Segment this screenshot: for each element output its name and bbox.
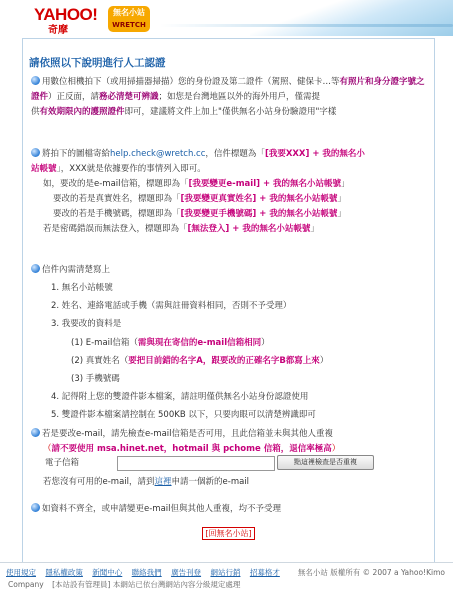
company-text: Company [8,580,44,589]
emphasis-text: 要把目前錯的名字A，跟要改的正確名字B都寫上來 [128,356,320,366]
text: ，信件標題為「 [205,149,265,159]
yahoo-logo[interactable]: YAHOO! [34,5,98,24]
footer-link-contact[interactable]: 聯絡我們 [131,568,162,577]
text: 」 [337,194,346,204]
text: ）正反面，請 [48,92,100,102]
bullet-icon [31,76,40,85]
header [0,0,453,36]
text: 」，XXX就是依據要作的事情列入即可。 [56,164,206,174]
text: 要改的若是真實姓名，標題即為「 [53,194,181,204]
text: (1) E-mail信箱（ [71,338,138,348]
header-swoosh [250,0,453,36]
emphasis-text: 請不要使用 msa.hinet.net，hotmail 與 pchome 信箱，退信率極高 [51,444,332,454]
text: 」 [337,209,346,219]
text: 要改的若是手機號碼，標題即為「 [53,209,181,219]
text: ） [261,338,270,348]
text: 如，要改的是e-mail信箱，標題即為「 [43,179,189,189]
section-email-check [31,427,426,457]
section-incomplete [31,502,426,517]
email-label: 電子信箱 [45,458,80,468]
text: ；如您是台灣地區以外的海外用戶，僅需提 [158,92,321,102]
footer-links [6,567,287,578]
rating-note: [本站設有管理員] 本網站已依台灣網站內容分級規定處理 [52,580,241,589]
list-item: 1. 無名小站帳號 [51,283,113,293]
footer-link-ads[interactable]: 廣告刊登 [171,568,202,577]
emphasis-text: [我要變更真實姓名] + 我的無名小站帳號 [180,194,338,204]
text: ） [331,444,341,454]
emphasis-text: 需與現在寄信的e-mail信箱相同 [137,338,262,348]
section-send-mail [31,147,426,237]
check-duplicate-button[interactable]: 點這裡檢查是否重複 [277,455,374,470]
text: 」 [341,179,350,189]
header-swoosh-line [160,24,453,27]
text: 」 [310,224,319,234]
footer-link-news[interactable]: 新聞中心 [92,568,123,577]
emphasis-text: 有效期限內的護照證件 [39,107,125,117]
section-heading: 信件內需清楚寫上 [42,265,111,275]
emphasis-text: 有照片和身分證字號之證件 [31,77,425,102]
footer-link-jobs[interactable]: 招募格才 [249,568,280,577]
list-item: 2. 姓名、連絡電話或手機（需與註冊資料相同，否則不予受理） [51,301,292,311]
text: (2) 真實姓名（ [71,356,129,366]
bullet-icon [31,503,40,512]
wretch-logo-cn: 無名小站 [113,8,145,17]
page-title: 請依照以下說明進行人工認證 [29,57,166,69]
footer-link-terms[interactable]: 使用規定 [6,568,36,577]
emphasis-text: 務必清楚可辨識 [99,92,159,102]
text: 用數位相機拍下（或用掃描器掃描）您的身份證及第二證件（駕照、健保卡…等 [42,77,340,87]
no-email-note [31,475,426,490]
help-email: help.check@wretch.cc [110,149,206,159]
emphasis-text: 站帳號 [31,164,57,174]
list-subitem: (3) 手機號碼 [71,374,120,384]
list-subitem [31,354,426,369]
main-panel [22,38,435,563]
footer-link-marketing[interactable]: 網站行銷 [210,568,241,577]
text: （ [43,444,52,454]
text: 申請一個新的e-mail [171,477,250,487]
list-item: 3. 我要改的資料是 [51,319,122,329]
emphasis-text: [我要變更e-mail] + 我的無名小站帳號 [188,179,342,189]
wretch-logo[interactable] [108,6,150,32]
back-link-wrap [23,528,434,539]
footer [0,562,453,601]
text: 若是密碼錯誤而無法登入，標題即為「 [43,224,188,234]
email-input[interactable] [117,456,275,471]
text: 供 [31,107,40,117]
text: 將拍下的圖檔寄給 [42,149,111,159]
back-to-wretch-link[interactable]: [回無名小站] [202,527,254,540]
section-mail-content [31,263,426,423]
footer-link-privacy[interactable]: 隱私權政策 [45,568,83,577]
list-item: 4. 記得附上您的雙證件影本檔案，請註明僅供無名小站身份認證使用 [51,392,309,402]
text: ） [319,356,329,366]
yahoo-logo-sub: 奇摩 [48,25,68,36]
section-upload-id [31,75,426,120]
wretch-logo-en: WRETCH [112,21,146,29]
emphasis-text: [我要變更手機號碼] + 我的無名小站帳號 [180,209,338,219]
bullet-icon [31,428,40,437]
copyright: 無名小站 版權所有 © 2007 a Yahoo!Kimo [297,568,445,577]
text: 如資料不齊全，或申請變更e-mail但與其他人重複，均不予受理 [42,504,282,514]
emphasis-text: [我要XXX] + 我的無名小 [264,149,365,159]
footer-note [8,579,240,590]
emphasis-text: [無法登入] + 我的無名小站帳號 [187,224,311,234]
bullet-icon [31,264,40,273]
text: 若您沒有可用的e-mail，請到 [43,477,155,487]
new-email-link[interactable]: 這裡 [154,477,172,487]
list-subitem [31,336,426,351]
list-item: 5. 雙證件影本檔案請控制在 500KB 以下，只要肉眼可以清楚辨識即可 [51,410,316,420]
text: 若是要改e-mail，請先檢查e-mail信箱是否可用，且此信箱並未與其他人重複 [42,429,334,439]
bullet-icon [31,148,40,157]
text: 即可，建議將文件上加上"僅供無名小站身份驗證用"字樣 [124,107,337,117]
